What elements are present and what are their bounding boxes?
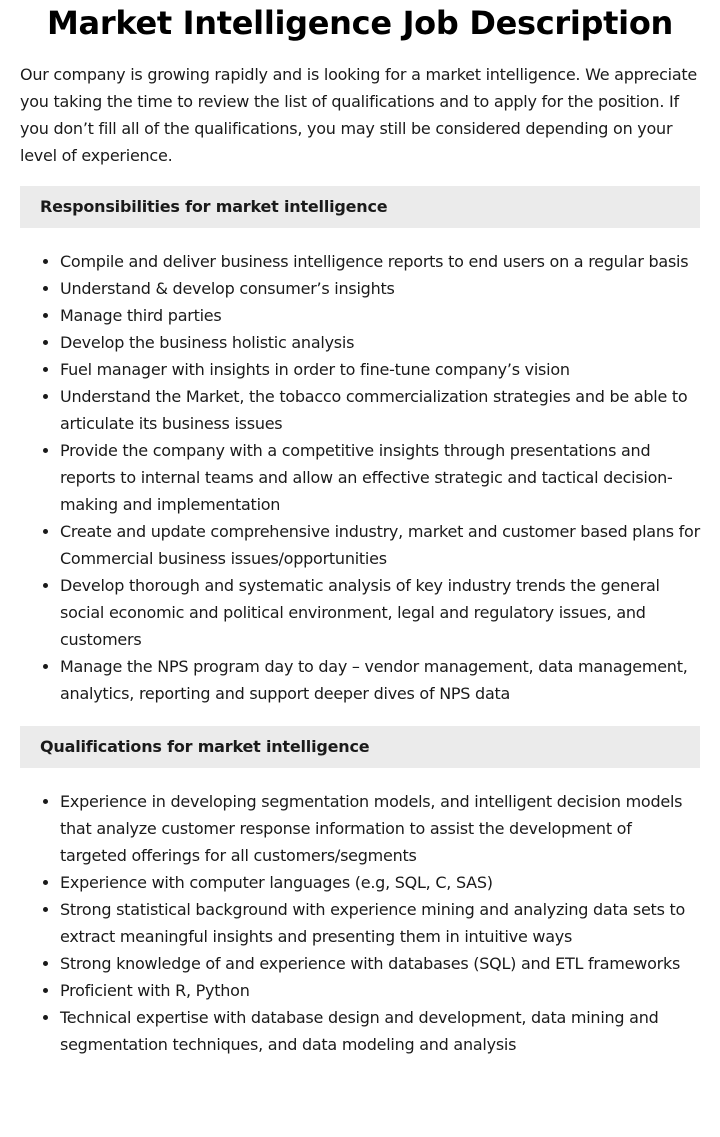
- list-item: • Create and update comprehensive industry, market and customer based plans for Commercial business issues/opportunities: [60, 518, 700, 572]
- qualifications-list: [20, 788, 700, 1058]
- list-item: • Manage the NPS program day to day – vendor management, data management, analytics, reporting and support deeper dives of NPS data: [60, 653, 700, 707]
- list-item: • Proficient with R, Python: [60, 977, 700, 1004]
- list-item: • Experience in developing segmentation models, and intelligent decision models that analyze customer response information to assist the development of targeted offerings for all customers/segments: [60, 788, 700, 869]
- list-item: • Technical expertise with database design and development, data mining and segmentation techniques, and data modeling and analysis: [60, 1004, 700, 1058]
- list-item: • Provide the company with a competitive insights through presentations and reports to internal teams and allow an effective strategic and tactical decision-making and implementation: [60, 437, 700, 518]
- responsibilities-heading: Responsibilities for market intelligence: [20, 186, 700, 228]
- responsibilities-list: [20, 248, 700, 707]
- list-item: • Understand the Market, the tobacco commercialization strategies and be able to articulate its business issues: [60, 383, 700, 437]
- qualifications-heading: Qualifications for market intelligence: [20, 726, 700, 768]
- list-item: • Understand & develop consumer’s insights: [60, 275, 700, 302]
- page-title: Market Intelligence Job Description: [47, 4, 673, 42]
- list-item: • Fuel manager with insights in order to fine-tune company’s vision: [60, 356, 700, 383]
- list-item: • Manage third parties: [60, 302, 700, 329]
- list-item: • Experience with computer languages (e.g, SQL, C, SAS): [60, 869, 700, 896]
- list-item: • Strong knowledge of and experience with databases (SQL) and ETL frameworks: [60, 950, 700, 977]
- list-item: • Develop the business holistic analysis: [60, 329, 700, 356]
- list-item: • Compile and deliver business intelligence reports to end users on a regular basis: [60, 248, 700, 275]
- list-item: • Develop thorough and systematic analysis of key industry trends the general social economic and political environment, legal and regulatory issues, and customers: [60, 572, 700, 653]
- list-item: • Strong statistical background with experience mining and analyzing data sets to extract meaningful insights and presenting them in intuitive ways: [60, 896, 700, 950]
- intro-paragraph: Our company is growing rapidly and is looking for a market intelligence. We appreciate you taking the time to review the list of qualifications and to apply for the position. If you don’t fill all of the qualifications, you may still be considered depending on your level of experience.: [20, 65, 697, 165]
